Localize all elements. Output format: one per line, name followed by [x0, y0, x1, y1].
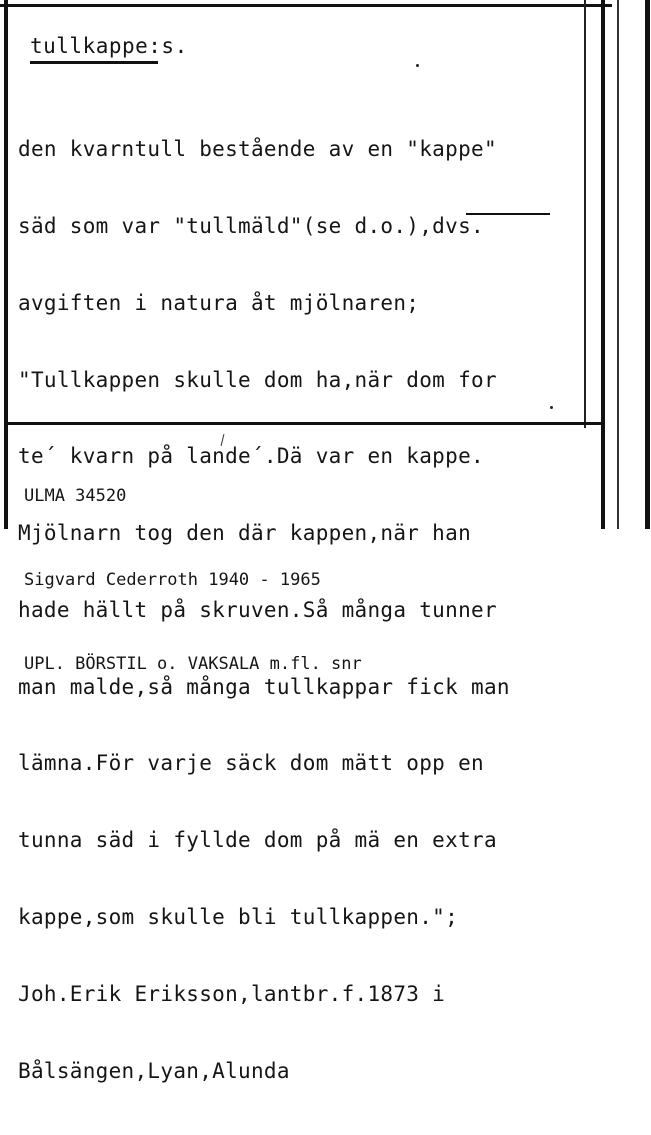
- card-border-left: [4, 0, 8, 529]
- body-line: säd som var "tullmäld"(se d.o.),dvs.: [18, 213, 484, 238]
- card-footer: [24, 426, 362, 734]
- body-line: lämna.För varje säck dom mätt opp en: [18, 751, 484, 776]
- archive-id: ULMA 34520: [24, 486, 127, 506]
- body-line: man malde,så många tullkappar fick man: [18, 674, 510, 699]
- footer-divider: [5, 422, 601, 425]
- body-line: "Tullkappen skulle dom ha,när dom for: [18, 367, 497, 392]
- scan-speck: [416, 64, 419, 67]
- collector: Sigvard Cederroth 1940 - 1965: [24, 570, 321, 590]
- place-line: Bålsängen,Lyan,Alunda: [18, 1058, 290, 1083]
- body-line: te´ kvarn på lande´.Dä var en kappe.: [18, 444, 484, 469]
- keyword-underline: [30, 61, 158, 64]
- body-line: hade hällt på skruven.Så många tunner: [18, 597, 497, 622]
- kappe-underline: [466, 213, 550, 215]
- body-line: avgiften i natura åt mjölnaren;: [18, 290, 420, 315]
- body-line: Mjölnarn tog den där kappen,när han: [18, 521, 472, 546]
- body-line: tunna säd i fyllde dom på mä en extra: [18, 828, 497, 853]
- region: UPL. BÖRSTIL o. VAKSALA m.fl. snr: [24, 654, 362, 674]
- body-line: kappe,som skulle bli tullkappen.";: [18, 905, 459, 929]
- card-border-right: [601, 0, 605, 529]
- card-border-top: [0, 4, 612, 7]
- keyword-heading: tullkappe:s.: [30, 34, 188, 58]
- card-border-right-edge: [617, 0, 619, 529]
- body-line: den kvarntull bestående av en "kappe": [18, 137, 497, 162]
- scan-speck: [550, 406, 553, 409]
- card-border-right-outer: [645, 0, 650, 529]
- informant-line: Joh.Erik Eriksson,lantbr.f.1873 i: [18, 981, 446, 1006]
